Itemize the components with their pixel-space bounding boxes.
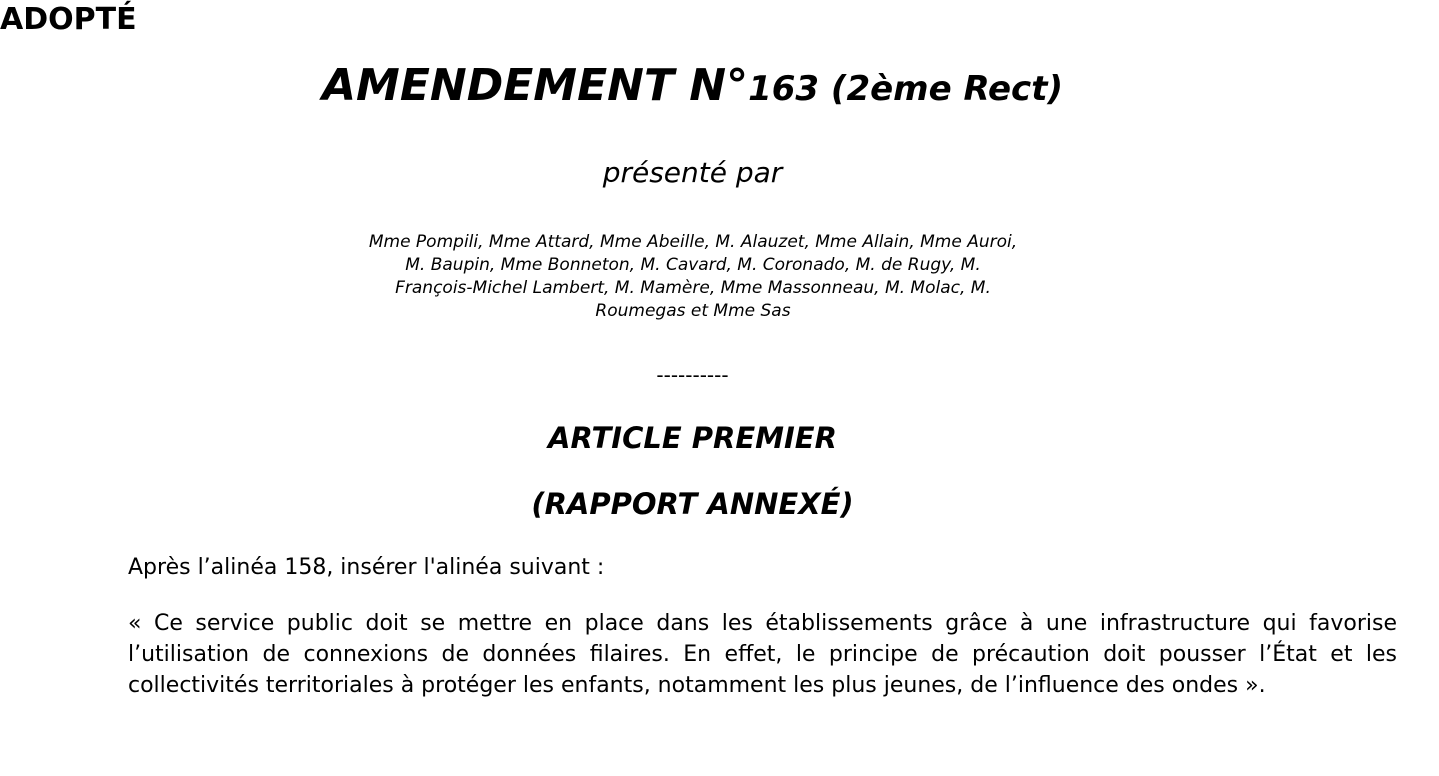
adoption-status: ADOPTÉ (0, 2, 137, 37)
authors-list: Mme Pompili, Mme Attard, Mme Abeille, M. Alauzet, Mme Allain, Mme Auroi, M. Baupin, Mme Bonneton, M. Cavard, M. Coronado, M. de Rugy, M. François-Michel Lambert, M. Mamère, Mme Massonneau, M. Molac, M. Roumegas et Mme Sas (368, 232, 1018, 321)
article-subheading: (RAPPORT ANNEXÉ) (531, 487, 854, 521)
amendment-number: 163 (748, 69, 820, 109)
amendment-title (0, 56, 1385, 125)
article-heading: ARTICLE PREMIER (548, 421, 837, 455)
separator-line: ---------- (656, 363, 729, 387)
presented-by: présenté par (602, 156, 783, 189)
instruction-text: Après l’alinéa 158, insérer l'alinéa suivant : (128, 555, 605, 580)
amendment-title-main: AMENDEMENT N° (321, 60, 749, 111)
inserted-paragraph: « Ce service public doit se mettre en place dans les établissements grâce à une infrastructure qui favorise l’utilisation de connexions de données filaires. En effet, le principe de précaution doit pousser l’État et les collectivités territoriales à protéger les enfants, notamment les plus jeunes, de l’influence des ondes ». (128, 611, 1397, 698)
amendment-rect: (2ème Rect) (819, 69, 1064, 109)
